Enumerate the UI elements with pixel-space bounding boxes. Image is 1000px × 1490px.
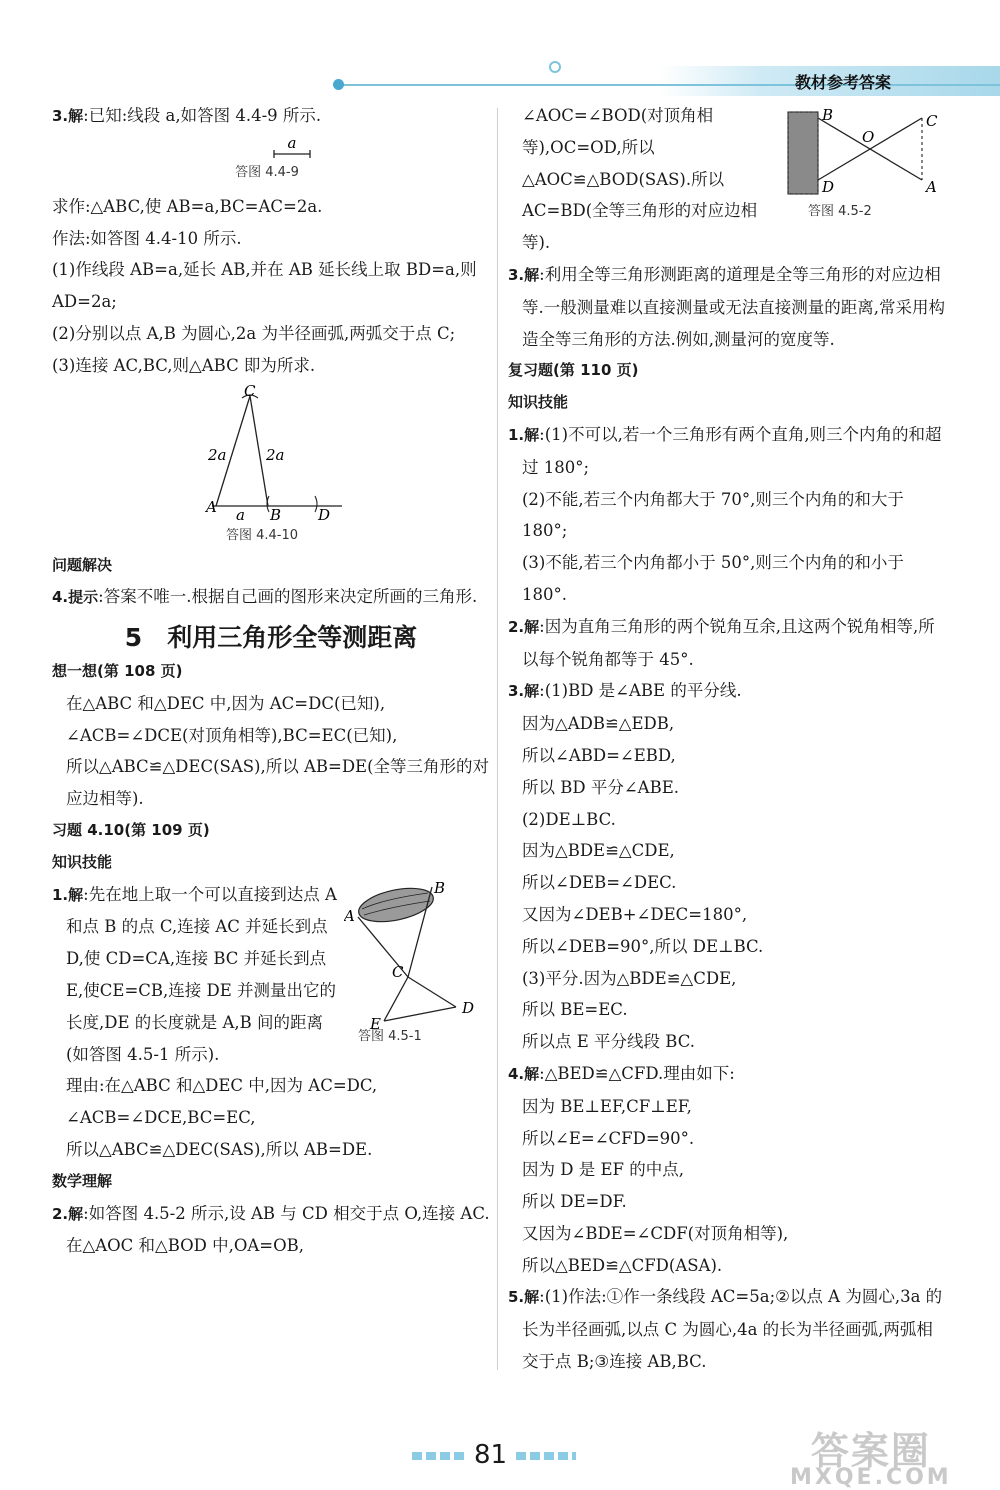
review-q4-line1: 4.解:△BED≌△CFD.理由如下: [508, 1063, 735, 1083]
review-q3-line3: 所以∠ABD=∠EBD, [522, 745, 676, 765]
point-d-label: D [318, 505, 331, 524]
review-q4-line3: 所以∠E=∠CFD=90°. [522, 1128, 695, 1148]
header-ring [549, 61, 561, 73]
segment-a-label: a [287, 133, 297, 152]
point-c-label: C [244, 383, 256, 400]
think-line1: 在△ABC 和△DEC 中,因为 AC=DC(已知), [66, 693, 386, 713]
left-column [52, 100, 490, 1262]
segment-a-figure [232, 133, 352, 163]
think-line3: 所以△ABC≌△DEC(SAS),所以 AB=DE(全等三角形的对应边相等). [66, 757, 490, 809]
review-q3-line2: 因为△ADB≌△EDB, [522, 714, 675, 734]
triangle-construction-figure [202, 384, 402, 524]
point-b-label: B [434, 878, 446, 897]
review-q3-line9: 所以∠DEB=90°,所以 DE⊥BC. [522, 936, 764, 956]
q1-reason-line3: 所以△ABC≌△DEC(SAS),所以 AB=DE. [66, 1139, 373, 1159]
q3-answer: 3.解:利用全等三角形测距离的道理是全等三角形的对应边相等.一般测量难以直接测量或无法直接测量的距离,常采用构造全等三角形的方法.例如,测量河的宽度等. [508, 264, 945, 349]
review-q3-line4: 所以 BD 平分∠ABE. [522, 777, 679, 797]
heading-exercise-4-10: 习题 4.10(第 109 页) [52, 820, 210, 839]
watermark [790, 1420, 952, 1490]
review-q4-line7: 所以△BED≌△CFD(ASA). [522, 1255, 723, 1275]
review-q3-line5: (2)DE⊥BC. [522, 809, 616, 829]
q3-line4: (1)作线段 AB=a,延长 AB,并在 AB 延长线上取 BD=a,则 AD=2a; [52, 260, 477, 312]
q3-line6: (3)连接 AC,BC,则△ABC 即为所求. [52, 355, 316, 375]
review-q4-line6: 又因为∠BDE=∠CDF(对顶角相等), [522, 1223, 789, 1243]
review-q2: 2.解:因为直角三角形的两个锐角互余,且这两个锐角相等,所以每个锐角都等于 45°. [508, 616, 935, 669]
review-q4-line5: 所以 DE=DF. [522, 1192, 627, 1212]
side-bc-label: 2a [266, 445, 285, 464]
figure-caption: 答图 4.4-10 [225, 527, 299, 543]
page-number: 81 [474, 1440, 508, 1470]
q3-line3: 作法:如答图 4.4-10 所示. [52, 228, 242, 248]
side-ab-label: a [236, 505, 245, 524]
review-q1-part1: 1.解:(1)不可以,若一个三角形有两个直角,则三个内角的和超过 180°; [508, 424, 942, 477]
side-ac-label: 2a [208, 445, 227, 464]
heading-knowledge-skills: 知识技能 [508, 393, 569, 412]
section-title: 5 利用三角形全等测距离 [124, 623, 418, 653]
point-a-label: A [926, 178, 937, 196]
q1-reason-line2: ∠ACB=∠DCE,BC=EC, [66, 1108, 256, 1128]
point-a-label: A [344, 906, 355, 925]
review-q3-line11: 所以 BE=EC. [522, 1000, 628, 1020]
point-d-label: D [462, 998, 475, 1017]
q3-line5: (2)分别以点 A,B 为圆心,2a 为半径画弧,两弧交于点 C; [52, 323, 456, 343]
think-line2: ∠ACB=∠DCE(对顶角相等),BC=EC(已知), [66, 725, 398, 745]
review-q1-part2: (2)不能,若三个内角都大于 70°,则三个内角的和大于 180°; [522, 489, 904, 541]
review-q1-part3: (3)不能,若三个内角都小于 50°,则三个内角的和小于 180°. [522, 553, 904, 604]
column-divider [497, 108, 498, 1370]
q3-line1: 3.解:已知:线段 a,如答图 4.4-9 所示. [52, 106, 322, 125]
figure-caption: 答图 4.5-2 [808, 204, 872, 219]
review-q3-line7: 所以∠DEB=∠DEC. [522, 873, 677, 893]
figure-4-5-2 [784, 106, 948, 230]
point-b-label: B [270, 505, 282, 524]
q1-block [52, 879, 490, 1071]
point-c-label: C [392, 962, 404, 981]
point-e-label: E [370, 1014, 381, 1033]
review-q4-line4: 因为 D 是 EF 的中点, [522, 1160, 684, 1180]
figure-4-4-9 [52, 133, 490, 191]
q1-reason-line1: 理由:在△ABC 和△DEC 中,因为 AC=DC, [66, 1076, 378, 1096]
figure-caption: 答图 4.4-9 [235, 164, 299, 180]
footer-decoration-right [516, 1452, 576, 1460]
point-b-label: B [822, 106, 834, 124]
right-column [508, 100, 948, 1378]
q3-line2: 求作:△ABC,使 AB=a,BC=AC=2a. [52, 196, 323, 216]
point-o-label: O [862, 128, 875, 146]
review-q3-line8: 又因为∠DEB+∠DEC=180°, [522, 904, 748, 924]
q4-hint: 4.提示:答案不唯一.根据自己画的图形来决定所画的三角形. [52, 587, 478, 607]
heading-review: 复习题(第 110 页) [508, 361, 639, 380]
point-c-label: C [926, 112, 938, 130]
review-q3-line12: 所以点 E 平分线段 BC. [522, 1032, 695, 1052]
watermark-line1: 答案圈 [810, 1429, 931, 1473]
q1-answer: 1.解:先在地上取一个可以直接到达点 A 和点 B 的点 C,连接 AC 并延长到点 D,使 CD=CA,连接 BC 并延长到点 E,使CE=CB,连接 DE 并测量出它的长度,DE 的长度就是 A,B 间的距离(如答图 4.5-1 所示). [52, 884, 337, 1064]
heading-math-understanding: 数学理解 [52, 1171, 113, 1190]
river-distance-figure [344, 879, 490, 1049]
review-q3-line6: 因为△BDE≌△CDE, [522, 841, 675, 861]
q2-continued-block [508, 100, 948, 259]
heading-knowledge-skills: 知识技能 [52, 852, 113, 871]
crossing-segments-figure [784, 106, 948, 210]
review-q4-line2: 因为 BE⊥EF,CF⊥EF, [522, 1096, 692, 1116]
q2-answer: 2.解:如答图 4.5-2 所示,设 AB 与 CD 相交于点 O,连接 AC.在△AOC 和△BOD 中,OA=OB, [52, 1203, 490, 1256]
header-title: 教材参考答案 [795, 73, 892, 92]
footer-decoration-left [412, 1452, 466, 1460]
heading-problem-solving: 问题解决 [52, 555, 113, 574]
q2-continued: ∠AOC=∠BOD(对顶角相等),OC=OD,所以△AOC≌△BOD(SAS).所以 AC=BD(全等三角形的对应边相等). [522, 106, 758, 253]
watermark-line2: MXQE.COM [790, 1465, 952, 1490]
review-q3-line10: (3)平分.因为△BDE≌△CDE, [522, 968, 737, 988]
review-q3-line1: 3.解:(1)BD 是∠ABE 的平分线. [508, 681, 742, 701]
header-rule [340, 84, 1000, 86]
review-q5: 5.解:(1)作法:①作一条线段 AC=5a;②以点 A 为圆心,3a 的长为半径画弧,以点 C 为圆心,4a 的长为半径画弧,两弧相交于点 B;③连接 AB,BC. [508, 1287, 943, 1372]
header-dot [333, 79, 344, 90]
point-a-label: A [206, 497, 217, 516]
figure-4-4-10 [52, 382, 490, 550]
heading-think: 想一想(第 108 页) [52, 661, 183, 680]
point-d-label: D [822, 178, 835, 196]
figure-4-5-1 [344, 879, 490, 1069]
figure-caption: 答图 4.5-1 [358, 1028, 422, 1044]
